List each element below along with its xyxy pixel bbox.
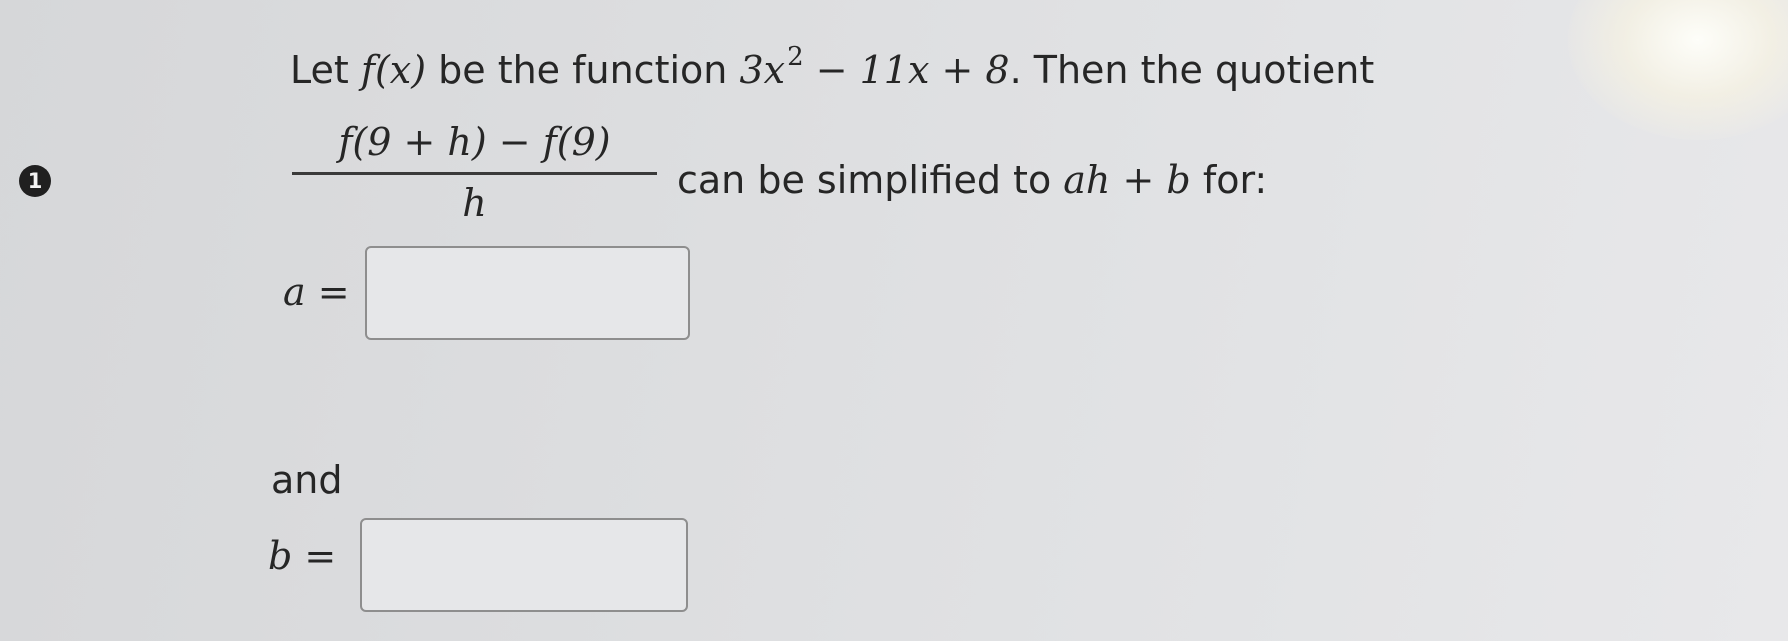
problem-statement <box>290 42 1374 92</box>
then-the-quotient-text: . Then the quotient <box>1009 48 1375 92</box>
function-name: f(x) <box>360 48 427 92</box>
fraction-numerator: f(9 + h) − f(9) <box>338 120 611 164</box>
b-answer-input[interactable] <box>360 518 688 612</box>
simplified-form: ah + b <box>1063 158 1191 202</box>
expression-exponent: 2 <box>787 42 804 72</box>
and-connector: and <box>271 458 343 502</box>
expression-remaining-terms: − 11x + 8 <box>803 48 1010 92</box>
intro-text: Let <box>290 48 361 92</box>
be-the-function-text: be the function <box>426 48 740 92</box>
simplified-text: can be simplified to <box>677 158 1064 202</box>
for-text: for: <box>1190 158 1268 202</box>
simplify-statement <box>677 158 1267 202</box>
fraction-denominator: h <box>462 181 487 225</box>
difference-quotient <box>292 120 657 225</box>
expression-leading-term: 3x <box>739 48 786 92</box>
question-number-badge: 1 <box>19 165 51 197</box>
function-expression <box>739 42 1010 92</box>
screen-glare <box>1568 0 1788 140</box>
a-answer-input[interactable] <box>365 246 690 340</box>
b-label: b = <box>268 534 337 578</box>
a-label: a = <box>283 270 350 314</box>
